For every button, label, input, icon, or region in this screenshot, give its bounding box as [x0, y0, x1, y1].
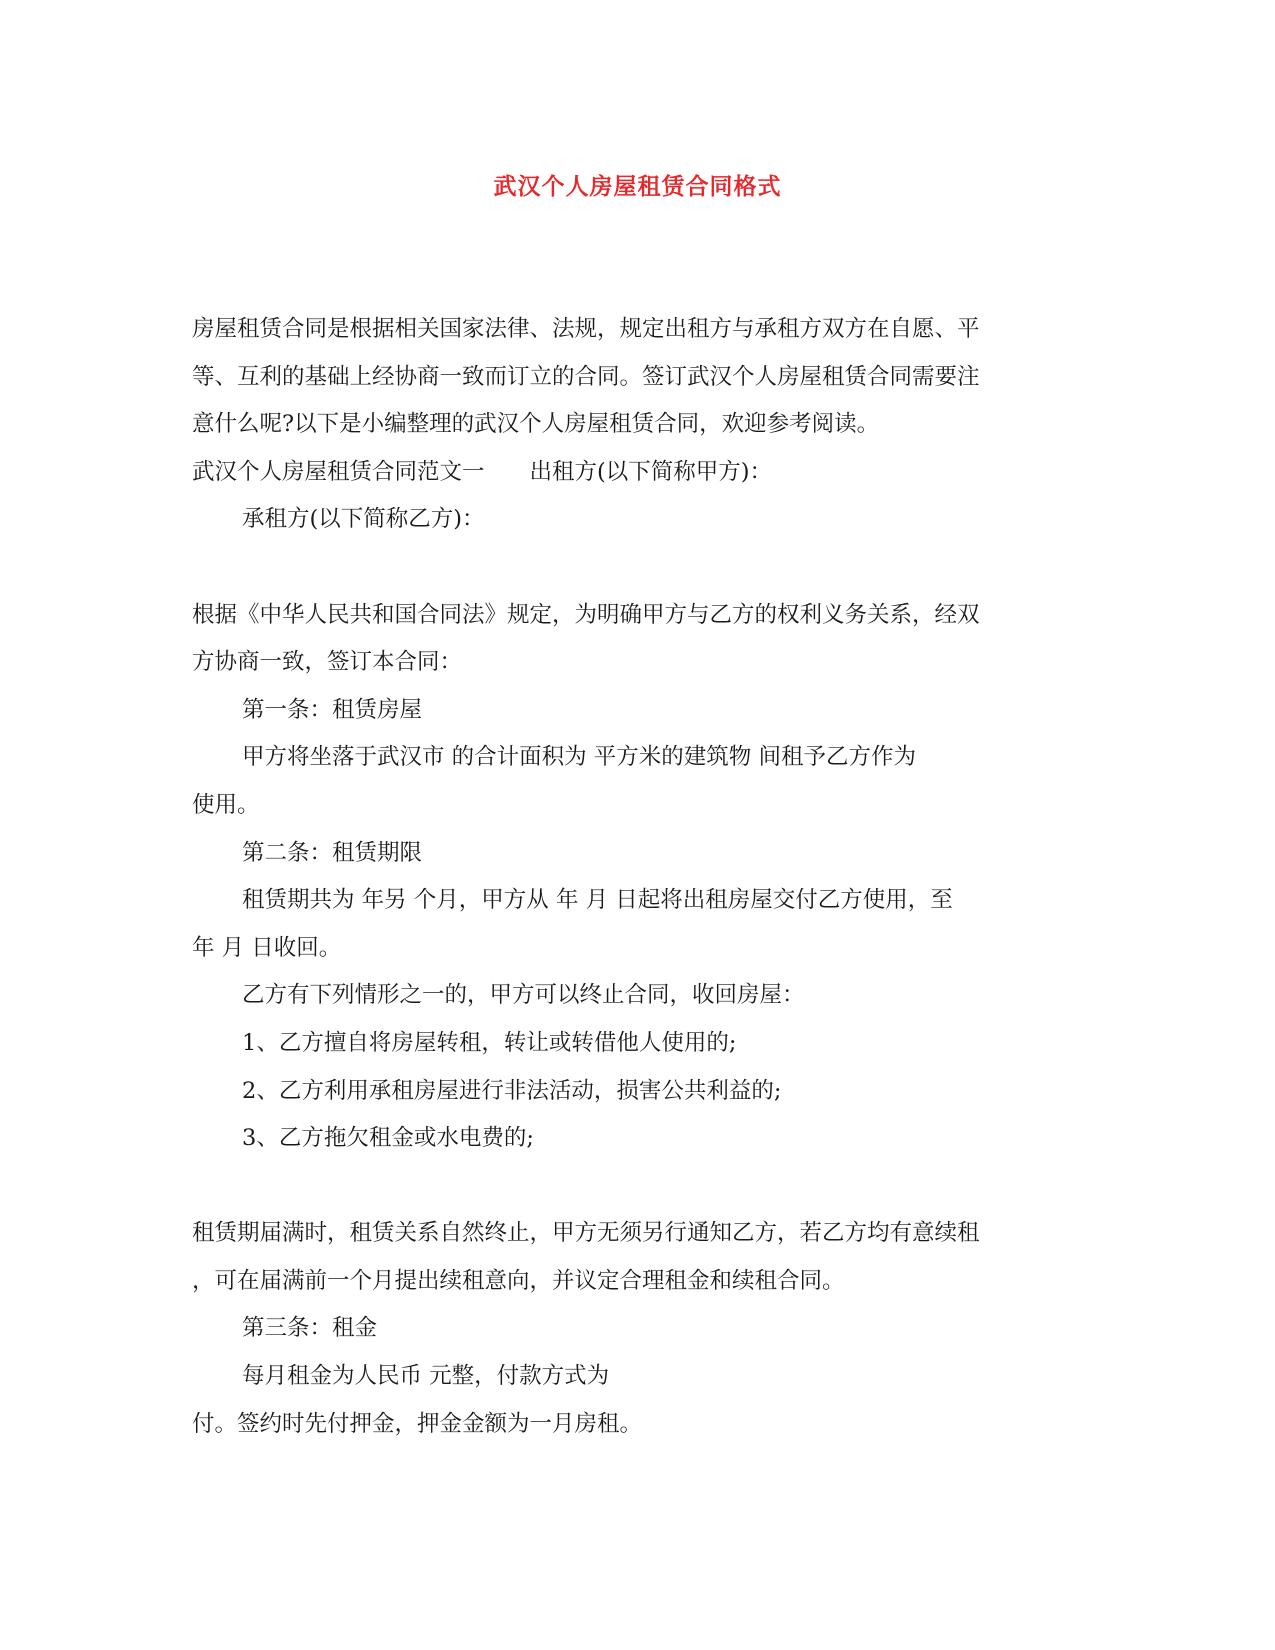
paragraph-line: 意什么呢?以下是小编整理的武汉个人房屋租赁合同，欢迎参考阅读。 — [192, 411, 880, 438]
paragraph-line: 租赁期共为 年另 个月，甲方从 年 月 日起将出租房屋交付乙方使用，至 — [242, 887, 953, 914]
paragraph-line: ，可在届满前一个月提出续租意向，并议定合理租金和续租合同。 — [192, 1267, 845, 1294]
paragraph-line: 付。签约时先付押金，押金金额为一月房租。 — [192, 1410, 643, 1437]
paragraph-line: 每月租金为人民币 元整，付款方式为 — [242, 1363, 610, 1390]
paragraph-line: 等、互利的基础上经协商一致而订立的合同。签订武汉个人房屋租赁合同需要注 — [192, 363, 980, 390]
paragraph-line: 根据《中华人民共和国合同法》规定，为明确甲方与乙方的权利义务关系，经双 — [192, 601, 980, 628]
article-heading: 第一条：租赁房屋 — [242, 696, 423, 723]
paragraph-line: 租赁期届满时，租赁关系自然终止，甲方无须另行通知乙方，若乙方均有意续租 — [192, 1220, 980, 1247]
paragraph-line: 武汉个人房屋租赁合同范文一 出租方(以下简称甲方)： — [192, 458, 773, 485]
paragraph-line: 方协商一致，签订本合同： — [192, 649, 463, 676]
paragraph-line: 使用。 — [192, 791, 260, 818]
paragraph-line: 乙方有下列情形之一的，甲方可以终止合同，收回房屋： — [242, 982, 805, 1009]
paragraph-line: 承租方(以下简称乙方)： — [242, 506, 485, 533]
document-body — [192, 306, 1072, 1448]
article-heading: 第三条：租金 — [242, 1315, 378, 1342]
paragraph-line: 房屋租赁合同是根据相关国家法律、法规，规定出租方与承租方双方在自愿、平 — [192, 316, 980, 342]
paragraph-gap — [192, 1163, 1072, 1211]
list-item: 1、乙方擅自将房屋转租，转让或转借他人使用的; — [242, 1029, 737, 1056]
article-heading: 第二条：租赁期限 — [242, 839, 423, 866]
paragraph-line: 年 月 日收回。 — [192, 934, 342, 961]
paragraph-gap — [192, 544, 1072, 592]
list-item: 3、乙方拖欠租金或水电费的; — [242, 1125, 534, 1152]
document-title: 武汉个人房屋租赁合同格式 — [493, 173, 782, 200]
paragraph-line: 甲方将坐落于武汉市 的合计面积为 平方米的建筑物 间租予乙方作为 — [242, 744, 916, 771]
list-item: 2、乙方利用承租房屋进行非法活动，损害公共利益的; — [242, 1077, 782, 1104]
